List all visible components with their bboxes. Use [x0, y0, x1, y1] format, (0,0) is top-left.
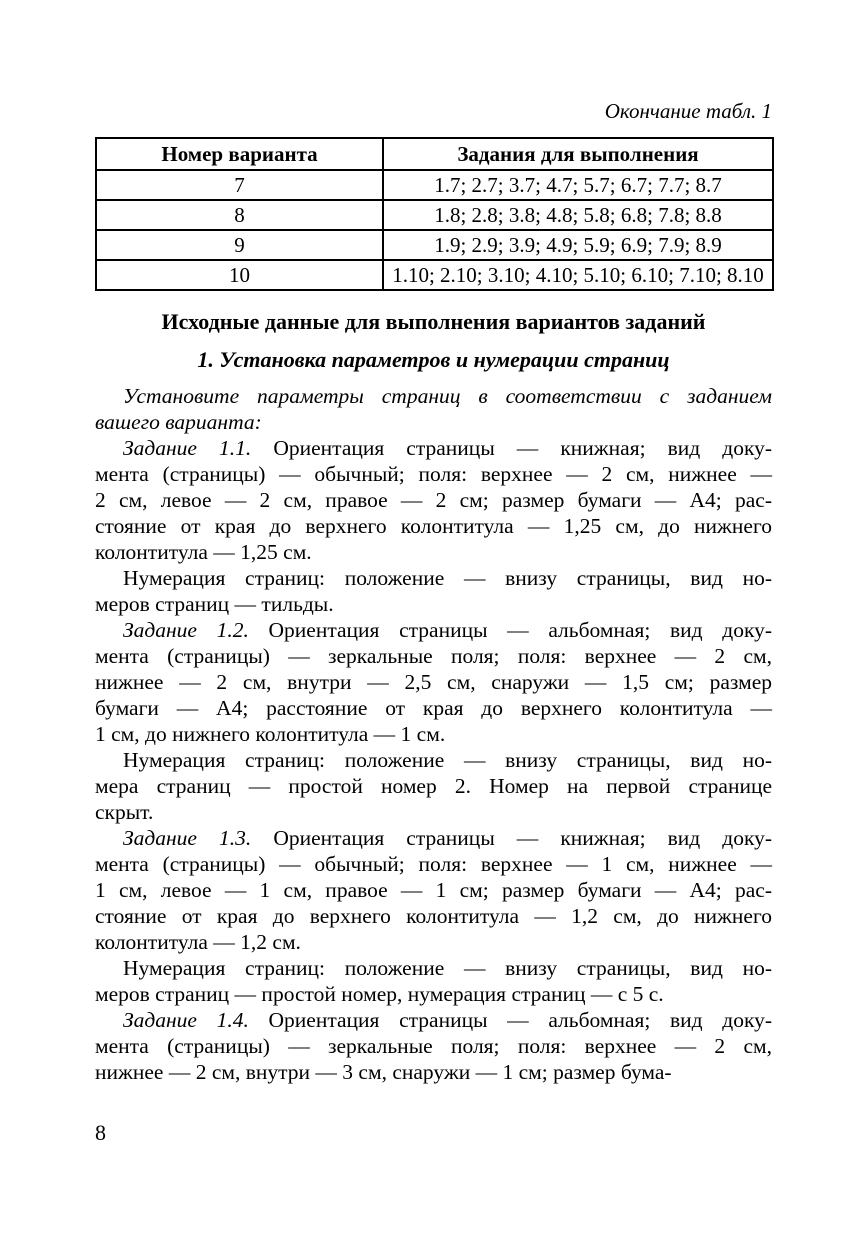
text-line: Задание 1.1. Ориентация страницы — книжная; вид доку-: [123, 436, 772, 460]
table-row: [96, 200, 773, 230]
text-line: колонтитула — 1,25 см.: [95, 540, 312, 564]
column-header-tasks: Задания для выполнения: [383, 138, 773, 170]
text-line: колонтитула — 1,2 см.: [95, 930, 301, 954]
task-label: Задание 1.1.: [123, 436, 252, 460]
text-line: мера страниц — простой номер 2. Номер на первой странице: [95, 774, 772, 798]
text-line: 1 см, до нижнего колонтитула — 1 см.: [95, 722, 446, 746]
variant-number-cell: 9: [96, 230, 383, 260]
text-line: мента (страницы) — зеркальные поля; поля: верхнее — 2 см,: [95, 1034, 772, 1058]
variants-table-header: [96, 138, 773, 170]
text-line: Задание 1.4. Ориентация страницы — альбомная; вид доку-: [123, 1008, 772, 1032]
subsection-title: 1. Установка параметров и нумерации страниц: [197, 347, 670, 372]
text-line: меров страниц — простой номер, нумерация страниц — с 5 с.: [95, 982, 664, 1006]
table-row: [96, 260, 773, 290]
table-continuation-caption: Окончание табл. 1: [604, 99, 772, 123]
variants-table: [95, 137, 774, 291]
task-label: Задание 1.2.: [123, 618, 249, 642]
variant-number-cell: 7: [96, 170, 383, 200]
text-line: Нумерация страниц: положение — внизу страницы, вид но-: [123, 748, 772, 772]
text-line: Задание 1.2. Ориентация страницы — альбомная; вид доку-: [123, 618, 772, 642]
variant-number-cell: 8: [96, 200, 383, 230]
variant-number-cell: 10: [96, 260, 383, 290]
tasks-cell: 1.7; 2.7; 3.7; 4.7; 5.7; 6.7; 7.7; 8.7: [383, 170, 773, 200]
column-header-variant-number: Номер варианта: [96, 138, 383, 170]
text-line: стояние от края до верхнего колонтитула — 1,2 см, до нижнего: [95, 904, 772, 928]
text-line: скрыт.: [95, 800, 154, 824]
text-line: 1 см, левое — 1 см, правое — 1 см; размер бумаги — А4; рас-: [95, 878, 772, 902]
text-line: мента (страницы) — обычный; поля: верхнее — 1 см, нижнее —: [95, 852, 772, 876]
text-line: мента (страницы) — обычный; поля: верхнее — 2 см, нижнее —: [95, 462, 772, 486]
text-line: стояние от края до верхнего колонтитула — 1,25 см, до нижнего: [95, 514, 772, 538]
tasks-cell: 1.10; 2.10; 3.10; 4.10; 5.10; 6.10; 7.10; 8.10: [383, 260, 773, 290]
body-text: [95, 383, 772, 1085]
table-row: [96, 230, 773, 260]
text-line: Установите параметры страниц в соответствии с заданием: [123, 384, 772, 408]
task-label: Задание 1.3.: [123, 826, 252, 850]
text-line: бумаги — А4; расстояние от края до верхнего колонтитула —: [95, 696, 772, 720]
task-label: Задание 1.4.: [123, 1008, 249, 1032]
text-line: 2 см, левое — 2 см, правое — 2 см; размер бумаги — А4; рас-: [95, 488, 772, 512]
text-line: меров страниц — тильды.: [95, 592, 334, 616]
text-line: Нумерация страниц: положение — внизу страницы, вид но-: [123, 956, 772, 980]
table-header-row: [96, 138, 773, 170]
tasks-cell: 1.9; 2.9; 3.9; 4.9; 5.9; 6.9; 7.9; 8.9: [383, 230, 773, 260]
text-line: Нумерация страниц: положение — внизу страницы, вид но-: [123, 566, 772, 590]
text-line: нижнее — 2 см, внутри — 3 см, снаружи — 1 см; размер бума-: [95, 1060, 672, 1084]
text-line: вашего варианта:: [95, 410, 262, 434]
variants-table-body: [96, 170, 773, 290]
text-line: нижнее — 2 см, внутри — 2,5 см, снаружи — 1,5 см; размер: [95, 670, 772, 694]
table-row: [96, 170, 773, 200]
tasks-cell: 1.8; 2.8; 3.8; 4.8; 5.8; 6.8; 7.8; 8.8: [383, 200, 773, 230]
text-line: Задание 1.3. Ориентация страницы — книжная; вид доку-: [123, 826, 772, 850]
text-line: мента (страницы) — зеркальные поля; поля: верхнее — 2 см,: [95, 644, 772, 668]
page-number: 8: [95, 1120, 106, 1145]
section-title: Исходные данные для выполнения вариантов заданий: [161, 309, 706, 334]
